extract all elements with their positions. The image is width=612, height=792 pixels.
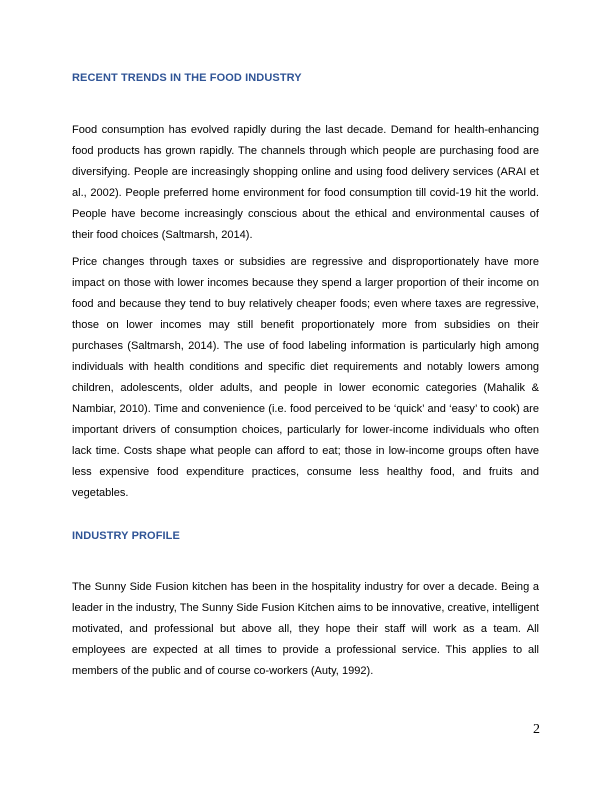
paragraph-price-changes: Price changes through taxes or subsidies are regressive and disproportionately have more impact on those with lower incomes because they spend a larger proportion of their income on food and because they tend to buy relatively cheaper foods; even where taxes are regressive, those on lower incomes may still benefit proportionately more from subsidies on their purchases (Saltmarsh, 2014). The use of food labeling information is particularly high among individuals with health conditions and specific diet requirements and notably lowers among children, adolescents, older adults, and people in lower economic categories (Mahalik & Nambiar, 2010). Time and convenience (i.e. food perceived to be ‘quick’ and ‘easy’ to cook) are important drivers of consumption choices, particularly for lower-income individuals who often lack time. Costs shape what people can afford to eat; those in low-income groups often have less expensive food expenditure practices, consume less healthy food, and fruits and vegetables. [72, 256, 539, 499]
section-heading-recent-trends: RECENT TRENDS IN THE FOOD INDUSTRY [72, 72, 302, 84]
paragraph-sunny-side-fusion: The Sunny Side Fusion kitchen has been in the hospitality industry for over a decade. Being a leader in the industry, The Sunny Side Fusion Kitchen aims to be innovative, creative, intelligent motivated, and professional but above all, they hope their staff will work as a team. All employees are expected at all times to provide a professional service. This applies to all members of the public and of course co-workers (Auty, 1992). [72, 581, 539, 677]
section-heading-industry-profile: INDUSTRY PROFILE [72, 530, 180, 542]
page-number: 2 [533, 722, 540, 737]
paragraph-food-consumption: Food consumption has evolved rapidly during the last decade. Demand for health-enhancing food products has grown rapidly. The channels through which people are purchasing food are diversifying. People are increasingly shopping online and using food delivery services (ARAI et al., 2002). People preferred home environment for food consumption till covid-19 hit the world. People have become increasingly conscious about the ethical and environmental causes of their food choices (Saltmarsh, 2014). [72, 124, 539, 241]
